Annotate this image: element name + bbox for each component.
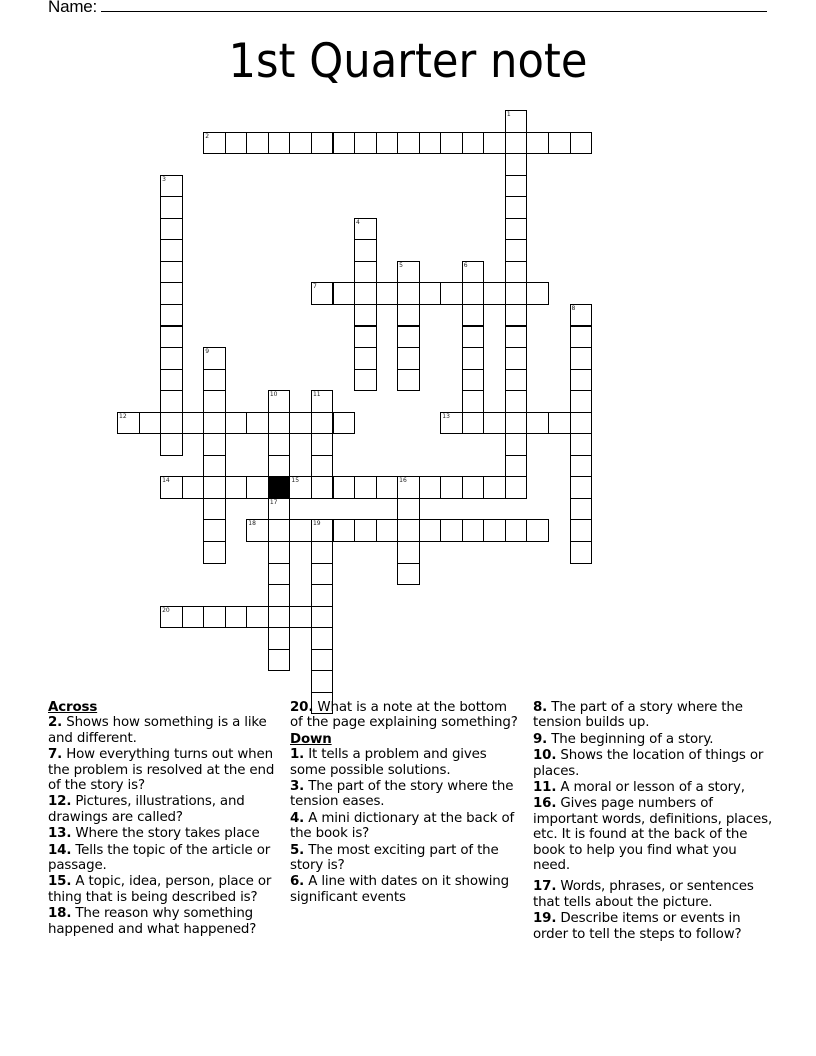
grid-cell[interactable] (462, 282, 485, 305)
cell-number: 6 (463, 261, 468, 269)
grid-cell[interactable] (376, 282, 399, 305)
grid-cell[interactable] (570, 498, 593, 521)
grid-cell[interactable] (225, 606, 248, 629)
grid-cell[interactable] (483, 476, 506, 499)
grid-cell[interactable] (203, 433, 226, 456)
grid-cell[interactable] (160, 175, 183, 198)
grid-cell[interactable] (354, 239, 377, 262)
grid-cell[interactable] (526, 132, 549, 155)
clue-number: 20. (290, 700, 314, 715)
grid-cell[interactable] (419, 476, 442, 499)
grid-cell[interactable] (225, 412, 248, 435)
grid-cell[interactable] (160, 196, 183, 219)
grid-cell[interactable] (397, 541, 420, 564)
grid-cell[interactable] (462, 476, 485, 499)
clue-across-12 (48, 794, 280, 825)
grid-cell[interactable] (311, 132, 334, 155)
grid-cell[interactable] (139, 412, 162, 435)
clue-down-9 (533, 732, 773, 747)
grid-cell[interactable] (203, 498, 226, 521)
cell-number: 1 (506, 111, 511, 118)
page-title: 1st Quarter note (228, 34, 588, 89)
grid-cell[interactable] (483, 519, 506, 542)
grid-cell[interactable] (203, 347, 226, 370)
grid-cell[interactable] (160, 412, 183, 435)
grid-cell[interactable] (160, 476, 183, 499)
grid-cell[interactable] (505, 175, 528, 198)
clue-down-19 (533, 911, 773, 942)
grid-cell[interactable] (548, 412, 571, 435)
grid-cell[interactable] (397, 304, 420, 327)
grid-cell[interactable] (268, 649, 291, 672)
grid-cell[interactable] (570, 304, 593, 327)
clue-across-13 (48, 826, 280, 841)
grid-cell[interactable] (203, 390, 226, 413)
grid-cell[interactable] (203, 369, 226, 392)
grid-cell[interactable] (311, 541, 334, 564)
grid-cell[interactable] (440, 132, 463, 155)
grid-cell[interactable] (462, 261, 485, 284)
across-heading: Across (48, 700, 98, 715)
grid-cell[interactable] (440, 412, 463, 435)
clue-text: A line with dates on it showing significant events (290, 874, 509, 905)
grid-cell[interactable] (505, 476, 528, 499)
grid-cell[interactable] (570, 412, 593, 435)
grid-cell[interactable] (203, 519, 226, 542)
clue-number: 17. (533, 879, 557, 895)
clue-text: Shows the location of things or places. (533, 748, 764, 779)
grid-cell[interactable] (268, 455, 291, 478)
grid-cell[interactable] (462, 519, 485, 542)
grid-cell[interactable] (462, 304, 485, 327)
grid-cell[interactable] (311, 476, 334, 499)
grid-cell[interactable] (570, 476, 593, 499)
grid-cell[interactable] (505, 519, 528, 542)
clue-text: The part of a story where the tension builds up. (533, 700, 743, 731)
cell-number: 2 (205, 132, 210, 140)
grid-cell[interactable] (268, 519, 291, 542)
clue-down-11 (533, 780, 773, 795)
grid-cell[interactable] (311, 649, 334, 672)
grid-cell[interactable] (246, 519, 269, 542)
grid-cell[interactable] (505, 218, 528, 241)
clue-number: 5. (290, 842, 305, 858)
grid-cell[interactable] (311, 519, 334, 542)
grid-cell[interactable] (311, 455, 334, 478)
grid-cell[interactable] (203, 412, 226, 435)
grid-cell[interactable] (203, 476, 226, 499)
grid-cell[interactable] (246, 476, 269, 499)
grid-cell[interactable] (268, 498, 291, 521)
clue-text: Where the story takes place (75, 826, 260, 842)
grid-cell[interactable] (289, 132, 312, 155)
clue-across-7 (48, 747, 280, 793)
clue-text: A topic, idea, person, place or thing that is being described is? (48, 874, 272, 905)
clue-down-1 (290, 747, 522, 778)
grid-cell[interactable] (311, 670, 334, 693)
grid-cell[interactable] (160, 433, 183, 456)
grid-cell[interactable] (354, 132, 377, 155)
down-heading: Down (290, 731, 332, 747)
grid-cell[interactable] (311, 412, 334, 435)
grid-cell[interactable] (268, 584, 291, 607)
grid-cell[interactable] (333, 476, 356, 499)
grid-cell[interactable] (311, 282, 334, 305)
grid-cell[interactable] (311, 433, 334, 456)
clue-down-3 (290, 779, 522, 810)
grid-cell[interactable] (440, 519, 463, 542)
grid-cell[interactable] (483, 132, 506, 155)
grid-cell[interactable] (419, 132, 442, 155)
clue-across-20 (290, 700, 522, 731)
grid-cell[interactable] (505, 369, 528, 392)
grid-cell[interactable] (160, 239, 183, 262)
grid-cell[interactable] (397, 132, 420, 155)
grid-cell[interactable] (160, 390, 183, 413)
grid-cell[interactable] (182, 606, 205, 629)
grid-cell[interactable] (160, 218, 183, 241)
grid-cell[interactable] (160, 347, 183, 370)
cell-number: 5 (399, 261, 403, 269)
grid-cell[interactable] (376, 519, 399, 542)
cell-number: 8 (571, 304, 576, 312)
clue-across-18 (48, 906, 280, 937)
cell-number: 18 (248, 520, 256, 528)
clue-number: 7. (48, 747, 63, 763)
grid-cell[interactable] (397, 261, 420, 284)
grid-cell[interactable] (160, 304, 183, 327)
clue-text: Pictures, illustrations, and drawings are called? (48, 794, 245, 825)
grid-cell[interactable] (570, 455, 593, 478)
grid-cell[interactable] (289, 606, 312, 629)
grid-cell[interactable] (268, 606, 291, 629)
clue-down-16 (533, 796, 773, 873)
grid-cell[interactable] (289, 476, 312, 499)
grid-cell[interactable] (505, 110, 528, 133)
grid-cell[interactable] (311, 584, 334, 607)
clue-number: 9. (533, 731, 548, 747)
grid-cell[interactable] (397, 519, 420, 542)
grid-cell[interactable] (160, 326, 183, 349)
grid-cell[interactable] (505, 282, 528, 305)
clues-column-1 (48, 700, 280, 938)
clue-number: 2. (48, 715, 63, 731)
cell-number: 20 (162, 606, 170, 614)
clue-text: Words, phrases, or sentences that tells about the picture. (533, 879, 754, 910)
grid-cell[interactable] (225, 476, 248, 499)
grid-cell[interactable] (268, 541, 291, 564)
cell-number: 15 (291, 477, 300, 485)
grid-cell[interactable] (505, 261, 528, 284)
clue-text: The part of the story where the tension eases. (290, 779, 514, 810)
grid-cell[interactable] (419, 519, 442, 542)
clue-across-15 (48, 874, 280, 905)
clue-down-8 (533, 700, 773, 731)
clue-down-10 (533, 748, 773, 779)
grid-cell[interactable] (526, 519, 549, 542)
grid-cell[interactable] (526, 412, 549, 435)
grid-cell[interactable] (268, 433, 291, 456)
clues-column-2 (290, 700, 522, 906)
grid-cell[interactable] (397, 369, 420, 392)
grid-cell[interactable] (462, 412, 485, 435)
grid-cell[interactable] (505, 196, 528, 219)
grid-cell[interactable] (203, 606, 226, 629)
grid-cell[interactable] (333, 282, 356, 305)
grid-cell[interactable] (505, 390, 528, 413)
clue-text: A moral or lesson of a story, (560, 780, 745, 796)
grid-cell[interactable] (182, 412, 205, 435)
clue-number: 6. (290, 874, 305, 890)
grid-cell[interactable] (376, 476, 399, 499)
grid-cell[interactable] (289, 519, 312, 542)
clue-number: 12. (48, 794, 72, 810)
grid-cell[interactable] (397, 563, 420, 586)
grid-cell[interactable] (397, 326, 420, 349)
cell-number: 16 (399, 477, 407, 485)
cell-number: 4 (356, 218, 360, 226)
clue-text: Shows how something is a like and different. (48, 715, 267, 746)
grid-cell[interactable] (160, 369, 183, 392)
grid-cell[interactable] (354, 261, 377, 284)
clue-text: It tells a problem and gives some possible solutions. (290, 747, 487, 778)
grid-cell[interactable] (268, 627, 291, 650)
clue-down-4 (290, 811, 522, 842)
grid-cell[interactable] (570, 541, 593, 564)
clue-text: How everything turns out when the problem is resolved at the end of the story is? (48, 747, 275, 794)
clue-number: 11. (533, 780, 557, 796)
grid-cell[interactable] (462, 390, 485, 413)
cell-number: 19 (312, 520, 321, 528)
clue-number: 18. (48, 906, 72, 922)
grid-cell[interactable] (483, 412, 506, 435)
name-label: Name: (48, 0, 98, 16)
grid-cell[interactable] (354, 218, 377, 241)
cell-number: 13 (442, 412, 450, 420)
grid-cell[interactable] (354, 304, 377, 327)
grid-cell[interactable] (268, 563, 291, 586)
clue-text: Tells the topic of the article or passage. (48, 842, 271, 874)
grid-cell[interactable] (505, 153, 528, 176)
grid-cell[interactable] (268, 132, 291, 155)
grid-cell[interactable] (376, 132, 399, 155)
grid-cell[interactable] (333, 519, 356, 542)
grid-cell[interactable] (505, 412, 528, 435)
clue-text: What is a note at the bottom of the page explaining something? (290, 700, 518, 731)
grid-cell[interactable] (203, 455, 226, 478)
clue-number: 10. (533, 748, 557, 764)
grid-cell[interactable] (505, 239, 528, 262)
clue-down-6 (290, 874, 522, 905)
grid-cell[interactable] (289, 412, 312, 435)
clue-number: 16. (533, 796, 557, 812)
grid-cell[interactable] (548, 132, 571, 155)
grid-cell[interactable] (311, 390, 334, 413)
grid-cell[interactable] (570, 347, 593, 370)
grid-cell[interactable] (203, 541, 226, 564)
grid-cell[interactable] (505, 433, 528, 456)
grid-cell[interactable] (462, 132, 485, 155)
grid-cell[interactable] (203, 132, 226, 155)
grid-cell[interactable] (505, 132, 528, 155)
clue-text: Gives page numbers of important words, definitions, places, etc. It is found at the back of the book to help you find what you need. (533, 796, 773, 874)
grid-cell[interactable] (246, 132, 269, 155)
clue-text: The reason why something happened and what happened? (48, 906, 257, 937)
clue-number: 8. (533, 700, 548, 715)
grid-cell[interactable] (570, 326, 593, 349)
grid-cell[interactable] (268, 412, 291, 435)
cell-number: 14 (162, 477, 170, 485)
clue-across-14 (48, 843, 280, 874)
clue-text: The beginning of a story. (551, 731, 714, 747)
grid-cell[interactable] (570, 390, 593, 413)
grid-cell[interactable] (462, 326, 485, 349)
grid-cell[interactable] (354, 476, 377, 499)
grid-cell[interactable] (354, 282, 377, 305)
grid-cell[interactable] (397, 476, 420, 499)
grid-cell[interactable] (354, 369, 377, 392)
grid-cell[interactable] (311, 563, 334, 586)
clue-number: 13. (48, 826, 72, 842)
grid-cell[interactable] (505, 326, 528, 349)
clue-text: A mini dictionary at the back of the book is? (290, 810, 515, 842)
grid-cell[interactable] (505, 304, 528, 327)
cell-number: 10 (269, 391, 278, 399)
grid-cell[interactable] (160, 261, 183, 284)
grid-cell[interactable] (268, 390, 291, 413)
grid-cell[interactable] (570, 132, 593, 155)
clue-number: 14. (48, 842, 72, 858)
grid-cell[interactable] (354, 347, 377, 370)
clue-number: 4. (290, 810, 305, 826)
grid-cell[interactable] (440, 282, 463, 305)
grid-cell[interactable] (311, 606, 334, 629)
grid-cell[interactable] (160, 606, 183, 629)
grid-cell[interactable] (505, 347, 528, 370)
grid-cell[interactable] (419, 282, 442, 305)
grid-cell[interactable] (526, 282, 549, 305)
grid-cell[interactable] (311, 627, 334, 650)
cell-number: 9 (205, 348, 210, 356)
grid-cell[interactable] (333, 132, 356, 155)
cell-number: 11 (312, 391, 321, 399)
grid-cell[interactable] (462, 369, 485, 392)
clue-text: The most exciting part of the story is? (290, 842, 499, 874)
clues-column-3 (533, 700, 773, 943)
cell-number: 7 (312, 283, 317, 291)
clue-number: 15. (48, 874, 72, 890)
cell-number: 17 (269, 498, 278, 506)
clue-number: 1. (290, 747, 305, 763)
clue-number: 19. (533, 911, 557, 927)
grid-cell[interactable] (354, 326, 377, 349)
grid-cell[interactable] (462, 347, 485, 370)
grid-cell[interactable] (246, 606, 269, 629)
grid-cell[interactable] (397, 282, 420, 305)
cell-number: 3 (162, 175, 166, 183)
grid-cell[interactable] (354, 519, 377, 542)
grid-cell[interactable] (225, 132, 248, 155)
grid-cell[interactable] (246, 412, 269, 435)
clue-down-5 (290, 843, 522, 874)
grid-cell[interactable] (505, 455, 528, 478)
clue-across-2 (48, 715, 280, 746)
grid-cell[interactable] (397, 498, 420, 521)
grid-cell[interactable] (397, 347, 420, 370)
grid-cell[interactable] (160, 282, 183, 305)
grid-cell[interactable] (333, 412, 356, 435)
clue-number: 3. (290, 779, 305, 795)
cell-number: 12 (119, 412, 127, 420)
grid-cell[interactable] (570, 519, 593, 542)
grid-cell[interactable] (182, 476, 205, 499)
grid-block-cell (268, 476, 291, 499)
grid-cell[interactable] (117, 412, 140, 435)
clue-down-17 (533, 879, 773, 910)
grid-cell[interactable] (483, 282, 506, 305)
grid-cell[interactable] (570, 433, 593, 456)
grid-cell[interactable] (440, 476, 463, 499)
grid-cell[interactable] (570, 369, 593, 392)
clue-text: Describe items or events in order to tell the steps to follow? (533, 911, 742, 942)
